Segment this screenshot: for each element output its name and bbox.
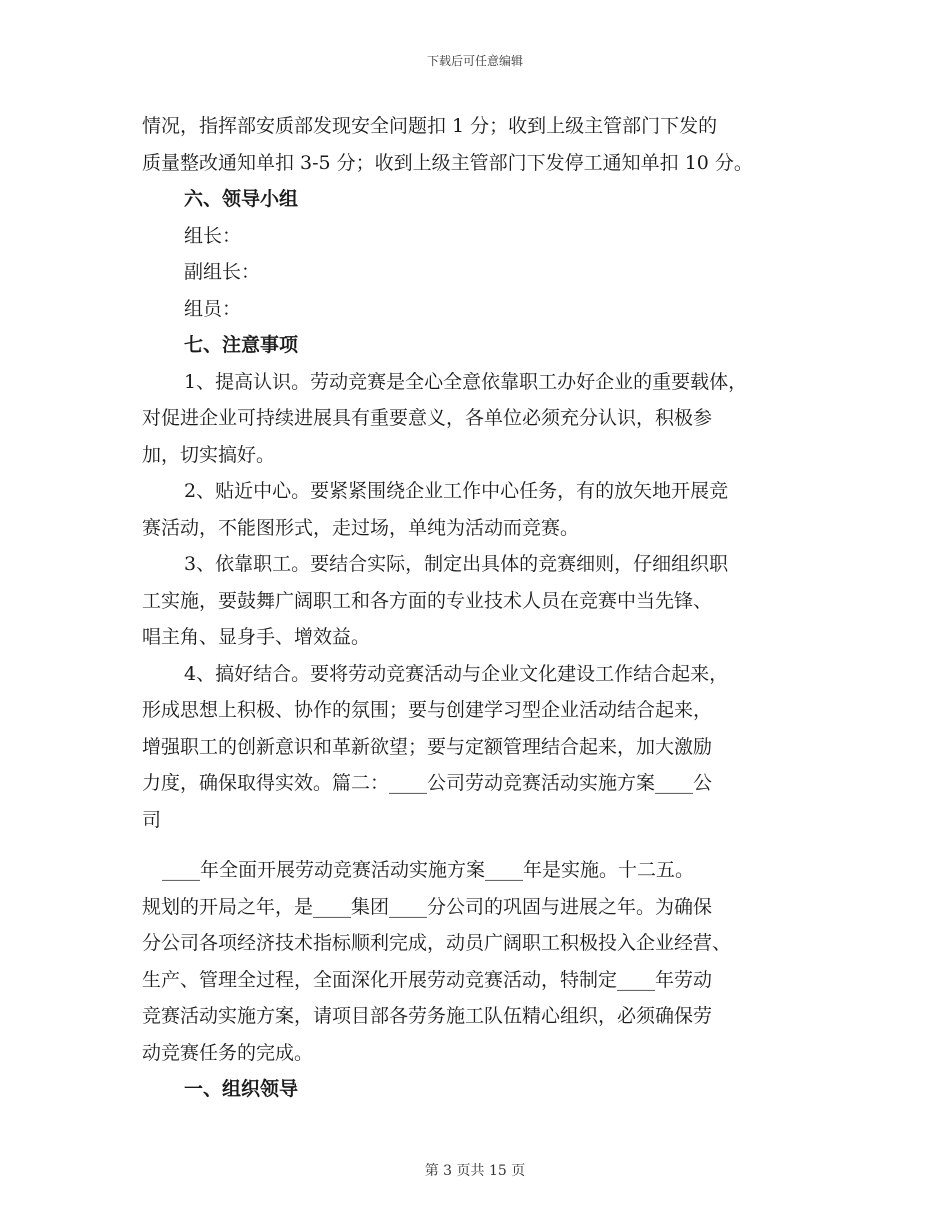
paragraph-gap xyxy=(142,838,822,852)
body-line: 分公司各项经济技术指标顺利完成，动员广阔职工积极投入企业经营、 xyxy=(142,932,732,954)
body-line: 2、贴近中心。要紧紧围绕企业工作中心任务，有的放矢地开展竞 xyxy=(184,480,729,502)
body-line: 副组长： xyxy=(184,261,261,283)
section-heading: 六、领导小组 xyxy=(184,188,299,210)
body-line: 加，切实搞好。 xyxy=(142,443,276,466)
body-line: 3、依靠职工。要结合实际，制定出具体的竞赛细则，仔细组织职 xyxy=(184,553,729,575)
body-line: 竞赛活动实施方案，请项目部各劳务施工队伍精心组织，必须确保劳 xyxy=(142,1005,713,1027)
body-line: 组长： xyxy=(184,224,242,247)
body-line: 形成思想上积极、协作的氛围；要与创建学习型企业活动结合起来， xyxy=(142,699,713,721)
page-header: 下载后可任意编辑 xyxy=(426,54,523,68)
body-line: 工实施，要鼓舞广阔职工和各方面的专业技术人员在竞赛中当先锋、 xyxy=(142,589,713,612)
section-heading: 一、组织领导 xyxy=(184,1078,299,1100)
body-line: 唱主角、显身手、增效益。 xyxy=(142,626,371,648)
body-line: 司 xyxy=(142,808,162,831)
body-line: 组员： xyxy=(184,297,242,320)
document-body xyxy=(142,108,822,1108)
body-line: ____年全面开展劳动竞赛活动实施方案____年是实施。十二五。 xyxy=(162,859,695,881)
body-line: 情况，指挥部安质部发现安全问题扣 1 分；收到上级主管部门下发的 xyxy=(142,115,718,137)
section-heading: 七、注意事项 xyxy=(184,334,299,356)
body-line: 质量整改通知单扣 3-5 分；收到上级主管部门下发停工通知单扣 10 分。 xyxy=(142,151,753,174)
body-line: 动竞赛任务的完成。 xyxy=(142,1041,314,1064)
body-line: 生产、管理全过程，全面深化开展劳动竞赛活动，特制定____年劳动 xyxy=(142,968,713,991)
body-line: 对促进企业可持续进展具有重要意义，各单位必须充分认识，积极参 xyxy=(142,407,713,429)
body-line: 增强职工的创新意识和革新欲望；要与定额管理结合起来，加大激励 xyxy=(142,735,713,758)
body-line: 规划的开局之年，是____集团____分公司的巩固与进展之年。为确保 xyxy=(142,895,713,918)
body-line: 赛活动，不能图形式，走过场，单纯为活动而竞赛。 xyxy=(142,516,580,539)
body-line: 4、搞好结合。要将劳动竞赛活动与企业文化建设工作结合起来， xyxy=(184,662,729,685)
page-number: 第 3 页共 15 页 xyxy=(424,1163,526,1179)
body-line: 1、提高认识。劳动竞赛是全心全意依靠职工办好企业的重要载体， xyxy=(184,370,748,393)
body-line: 力度，确保取得实效。篇二：____公司劳动竞赛活动实施方案____公 xyxy=(142,772,713,794)
